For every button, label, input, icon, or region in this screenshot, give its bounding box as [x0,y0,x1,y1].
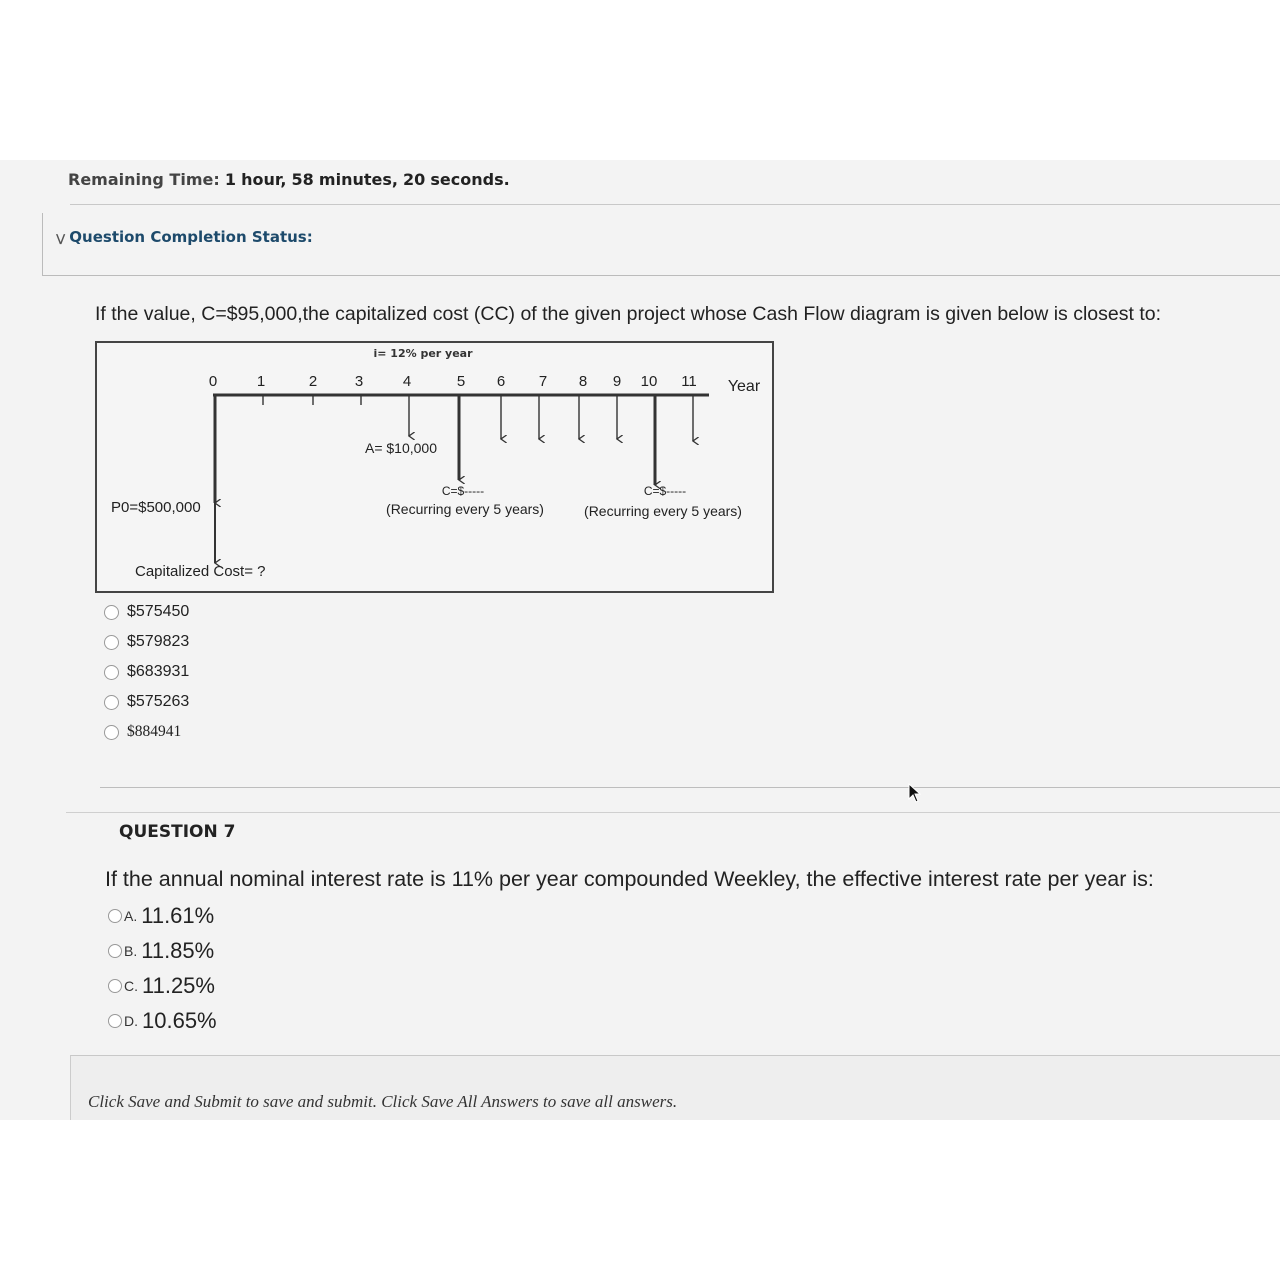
option-letter: D. [124,1012,138,1029]
remaining-time-label: Remaining Time: [68,170,220,189]
radio-button[interactable] [104,605,119,620]
hours-unit: hour, [241,170,287,189]
option-label: $575263 [127,693,190,710]
option-1[interactable] [104,597,189,627]
question-6-options [104,597,189,747]
year-tick-label: 2 [308,373,318,390]
cash-flow-diagram [95,341,774,593]
radio-button[interactable] [104,725,119,740]
option-4[interactable] [104,687,189,717]
question-7-number: QUESTION 7 [119,822,236,842]
year-tick-label: 3 [354,373,364,390]
divider [66,812,1280,813]
option-d[interactable] [108,1003,217,1038]
submit-instructions: Click Save and Submit to save and submit. Click Save All Answers to save all answers. [88,1092,678,1111]
completion-status-label: Question Completion Status: [69,228,313,246]
option-label: $683931 [127,663,190,680]
initial-cost-label: P0=$500,000 [111,499,201,516]
option-b[interactable] [108,933,217,968]
recurring-note-2: (Recurring every 5 years) [584,503,742,519]
chevron-down-icon: ⋁ [56,232,66,245]
year-tick-labels [209,373,697,390]
year-tick-label: 1 [256,373,266,390]
radio-button[interactable] [104,695,119,710]
radio-button[interactable] [108,1014,122,1028]
option-letter: C. [124,977,138,994]
year-tick-label: 5 [456,373,466,390]
option-value: 10.65% [142,1007,217,1033]
year-tick-label: 9 [612,373,622,390]
option-value: 11.61% [141,902,215,928]
completion-status-toggle[interactable] [56,228,313,246]
radio-button[interactable] [104,665,119,680]
option-value: 11.85% [141,937,215,963]
option-letter: B. [124,942,138,959]
hours-value: 1 [224,170,236,189]
year-tick-label: 4 [402,373,412,390]
option-value: 11.25% [142,972,215,998]
radio-button[interactable] [108,944,122,958]
recurring-cost-label-1: C=$----- [441,484,485,498]
remaining-time [68,170,510,189]
option-a[interactable] [108,898,217,933]
seconds-unit: seconds. [430,170,510,189]
radio-button[interactable] [108,909,122,923]
option-5[interactable] [104,717,189,747]
year-tick-label: 7 [538,373,548,390]
question-7-options [108,898,217,1038]
question-7-text: If the annual nominal interest rate is 11% per year compounded Weekley, the effective interest rate per year is: [105,867,1154,891]
year-axis-label: Year [727,378,761,395]
option-2[interactable] [104,627,189,657]
year-tick-label: 8 [578,373,588,390]
option-label: $575450 [127,603,190,620]
mouse-cursor-icon [908,783,922,805]
minutes-value: 58 [291,170,314,189]
recurring-note-1: (Recurring every 5 years) [386,501,544,517]
cash-flow-svg [97,343,772,591]
radio-button[interactable] [104,635,119,650]
question-6-text: If the value, C=$95,000,the capitalized cost (CC) of the given project whose Cash Flow diagram is given below is closest to: [95,303,1161,325]
interest-rate-label: i= 12% per year [373,347,473,360]
recurring-cost-label-2: C=$----- [643,484,687,498]
year-tick-label: 11 [681,373,697,390]
divider [70,204,1280,205]
option-3[interactable] [104,657,189,687]
option-label: $884941 [127,723,182,740]
year-tick-label: 10 [640,373,658,390]
year-tick-label: 6 [496,373,506,390]
seconds-value: 20 [403,170,426,189]
option-c[interactable] [108,968,217,1003]
annuity-label: A= $10,000 [364,440,438,456]
option-label: $579823 [127,633,190,650]
option-letter: A. [124,907,138,924]
capitalized-cost-label: Capitalized Cost= ? [135,563,266,580]
exam-screen [0,160,1280,1120]
year-tick-label: 0 [208,373,218,390]
radio-button[interactable] [108,979,122,993]
divider [100,787,1280,788]
minutes-unit: minutes, [318,170,398,189]
